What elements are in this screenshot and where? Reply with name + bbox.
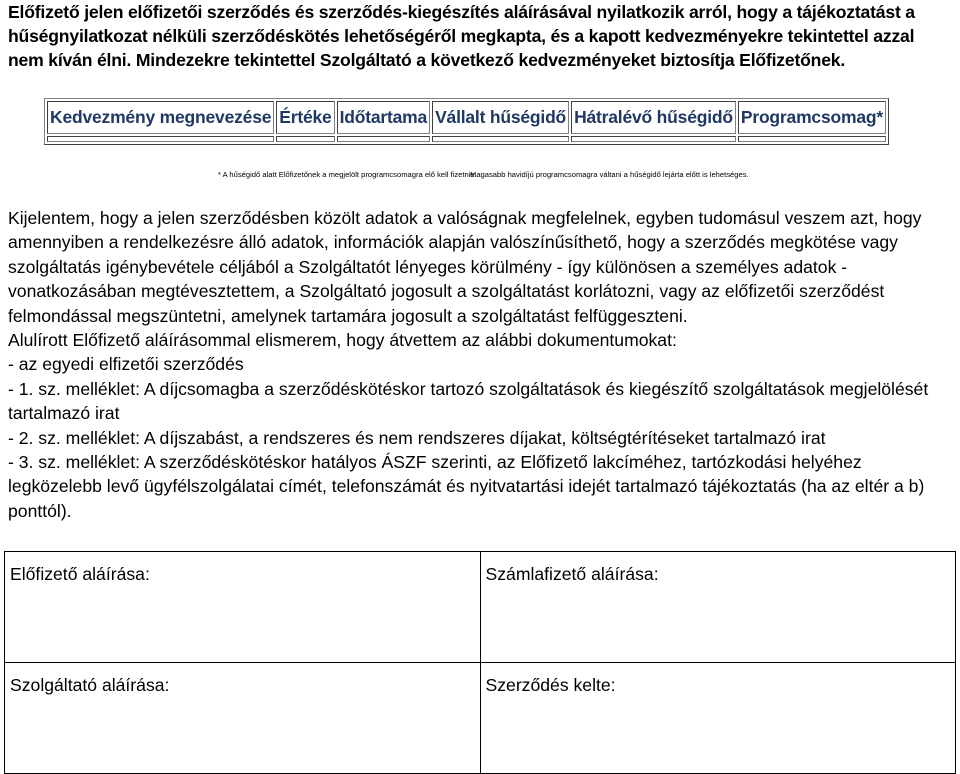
header-duration: Időtartama xyxy=(337,101,430,134)
header-value: Értéke xyxy=(276,101,334,134)
intro-line: nem kíván élni. Mindezekre tekintettel Szolgáltató a következő kedvezményeket biztosítja Előfizetőnek. xyxy=(8,50,846,70)
empty-cell xyxy=(432,136,569,142)
declaration-line: - 1. sz. melléklet: A díjcsomagba a szerződéskötéskor tartozó szolgáltatások és kiegészítő szolgáltatások megjelölését xyxy=(8,378,929,399)
declaration-line: Alulírott Előfizető aláírásommal elismerem, hogy átvettem az alábbi dokumentumokat: xyxy=(8,330,677,351)
declaration-line: Kijelentem, hogy a jelen szerződésben közölt adatok a valóságnak megfelelnek, egyben tudomásul veszem azt, hogy xyxy=(8,208,922,228)
declaration-line: - 3. sz. melléklet: A szerződéskötéskor hatályos ÁSZF szerinti, az Előfizető lakcíméhez, tartózkodási helyéhez xyxy=(8,452,862,473)
declaration-text xyxy=(8,206,948,523)
payer-signature-field[interactable] xyxy=(480,552,956,663)
discount-table xyxy=(44,98,889,145)
empty-cell xyxy=(571,136,736,142)
header-package: Programcsomag* xyxy=(738,101,886,134)
provider-signature-field[interactable] xyxy=(5,663,481,774)
footnote-part-2: Magasabb havidíjú programcsomagra váltani a hűségidő lejárta előtt is lehetséges. xyxy=(470,170,749,179)
contract-date-label: Szerződés kelte: xyxy=(485,675,616,695)
declaration-line: - az egyedi elfizetői szerződés xyxy=(8,354,244,375)
signature-row xyxy=(5,552,956,663)
discount-table-empty-row xyxy=(47,136,886,142)
empty-cell xyxy=(738,136,886,142)
declaration-line: tartalmazó irat xyxy=(8,403,120,424)
declaration-line: szolgáltatás igénybevétele céljából a Szolgáltatót lényeges körülmény - így különösen a személyes adatok - xyxy=(8,256,848,277)
empty-cell xyxy=(337,136,430,142)
payer-signature-label: Számlafizető aláírása: xyxy=(485,564,659,584)
contract-date-field[interactable] xyxy=(480,663,956,774)
signature-table xyxy=(4,551,956,774)
declaration-line: amennyiben a rendelkezésre álló adatok, információk alapján valószínűsíthető, hogy a szerződés megkötése vagy xyxy=(8,232,898,253)
signature-row xyxy=(5,663,956,774)
intro-line: hűségnyilatkozat nélküli szerződéskötés lehetőségéről megkapta, és a kapott kedvezményekre tekintettel azzal xyxy=(8,26,915,46)
header-remaining-loyalty: Hátralévő hűségidő xyxy=(571,101,736,134)
declaration-line: ponttól). xyxy=(8,500,72,521)
empty-cell xyxy=(47,136,274,142)
intro-line: Előfizető jelen előfizetői szerződés és szerződés-kiegészítés aláírásával nyilatkozik arról, hogy a tájékoztatást a xyxy=(8,2,915,22)
provider-signature-label: Szolgáltató aláírása: xyxy=(10,675,170,695)
empty-cell xyxy=(276,136,334,142)
discount-table-header-row xyxy=(47,101,886,134)
intro-statement xyxy=(8,0,956,72)
declaration-line: legközelebb levő ügyfélszolgálatai címét, telefonszámát és nyitvatartási idejét tartalmazó tájékoztatás (ha az eltér a b) xyxy=(8,476,925,497)
declaration-line: - 2. sz. melléklet: A díjszabást, a rendszeres és nem rendszeres díjakat, költségtérítéseket tartalmazó irat xyxy=(8,427,826,448)
declaration-line: vonatkozásában megtévesztettem, a Szolgáltató jogosult a szolgáltatást korlátozni, vagy az előfizetői szerződést xyxy=(8,281,885,302)
footnote-part-1: * A hűségidő alatt Előfizetőnek a megjelölt programcsomagra elő kell fizetnie. xyxy=(218,170,477,179)
subscriber-signature-label: Előfizető aláírása: xyxy=(10,564,150,584)
header-discount-name: Kedvezmény megnevezése xyxy=(47,101,274,134)
header-committed-loyalty: Vállalt hűségidő xyxy=(432,101,569,134)
declaration-line: felmondással megszüntetni, amelynek tartamára jogosult a szolgáltatást felfüggeszteni. xyxy=(8,305,688,326)
subscriber-signature-field[interactable] xyxy=(5,552,481,663)
